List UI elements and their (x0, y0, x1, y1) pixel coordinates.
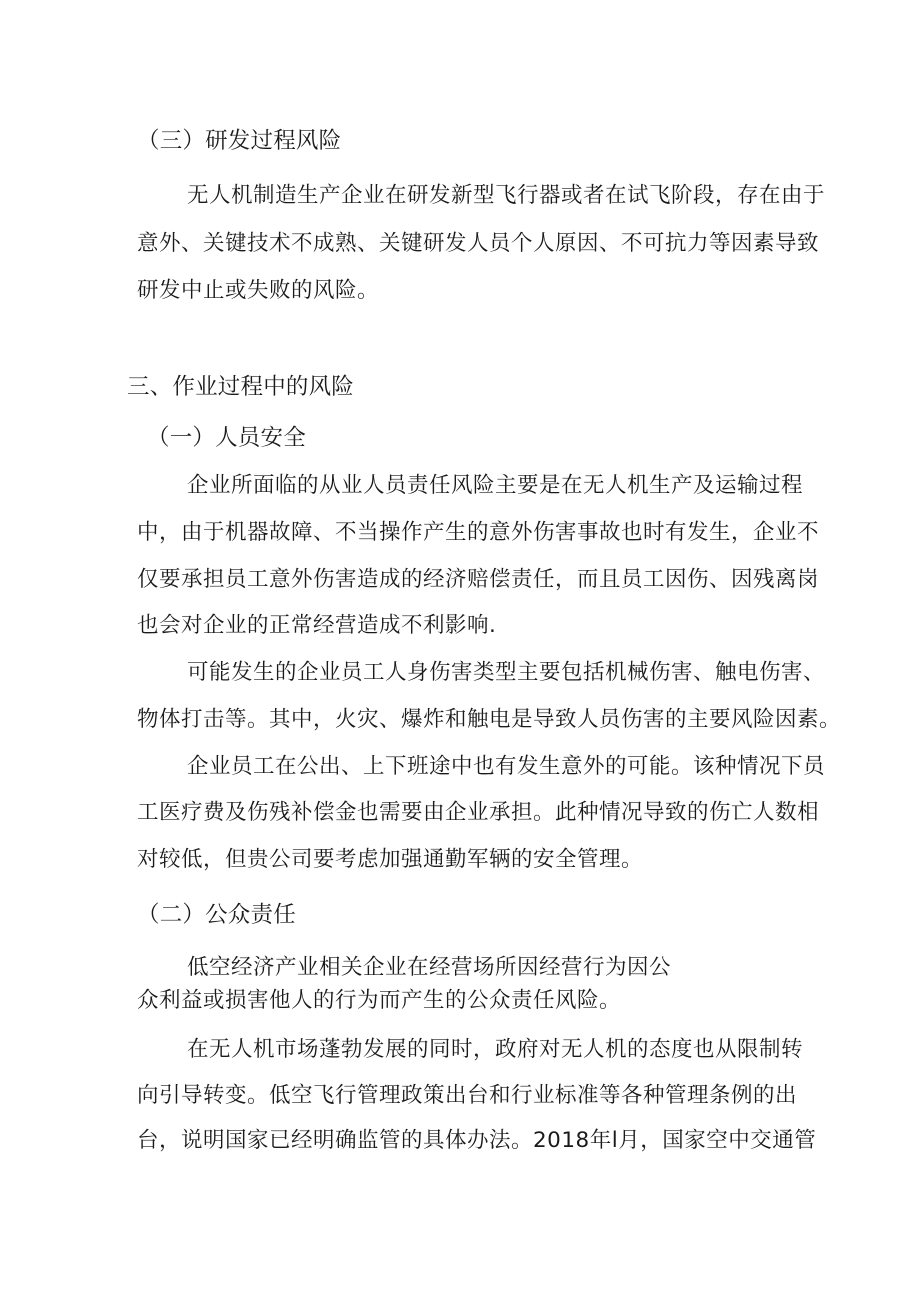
paragraph-line: 无人机制造生产企业在研发新型飞行器或者在试飞阶段，存在由于 (187, 183, 826, 208)
paragraph-line: 企业员工在公出、上下班途中也有发生意外的可能。该种情况下员 (187, 754, 826, 779)
paragraph-line: 仅要承担员工意外伤害造成的经济赔偿责任，而且员工因伤、因残离岗 (137, 567, 820, 592)
paragraph-line: 意外、关键技术不成熟、关键研发人员个人原因、不可抗力等因素导致 (137, 231, 820, 256)
paragraph-line: 研发中止或失败的风险。 (137, 278, 380, 303)
paragraph-line: 企业所面临的从业人员责任风险主要是在无人机生产及运输过程 (187, 473, 804, 498)
paragraph-line: 众利益或损害他人的行为而产生的公众责任风险。 (137, 988, 622, 1013)
paragraph-line: 也会对企业的正常经营造成不利影响. (137, 613, 497, 638)
paragraph-line: 中，由于机器故障、不当操作产生的意外伤害事故也时有发生，企业不 (137, 520, 820, 545)
section-heading-personnel-safety: （一）人员安全 (147, 425, 306, 451)
paragraph-line: 向引导转变。低空飞行管理政策出台和行业标准等各种管理条例的出 (137, 1083, 798, 1108)
paragraph-line: 对较低，但贵公司要考虑加强通勤军辆的安全管理。 (137, 847, 644, 872)
section-heading-operation-risk: 三、作业过程中的风险 (127, 374, 355, 400)
section-heading-rd-risk: （三）研发过程风险 (137, 128, 342, 154)
paragraph-line: 工医疗费及伤残补偿金也需要由企业承担。此种情况导致的伤亡人数相 (137, 800, 820, 825)
paragraph-line: 物体打击等。其中，火灾、爆炸和触电是导致人员伤害的主要风险因素。 (137, 707, 842, 732)
paragraph-line: 可能发生的企业员工人身伤害类型主要包括机械伤害、触电伤害、 (187, 660, 826, 685)
paragraph-line: 台，说明国家已经明确监管的具体办法。2018年l月，国家空中交通管 (137, 1128, 817, 1153)
paragraph-line: 低空经济产业相关企业在经营场所因经营行为因公 (187, 955, 672, 980)
paragraph-line: 在无人机市场蓬勃发展的同时，政府对无人机的态度也从限制转 (187, 1037, 804, 1062)
section-heading-public-liability: （二）公众责任 (137, 902, 296, 928)
